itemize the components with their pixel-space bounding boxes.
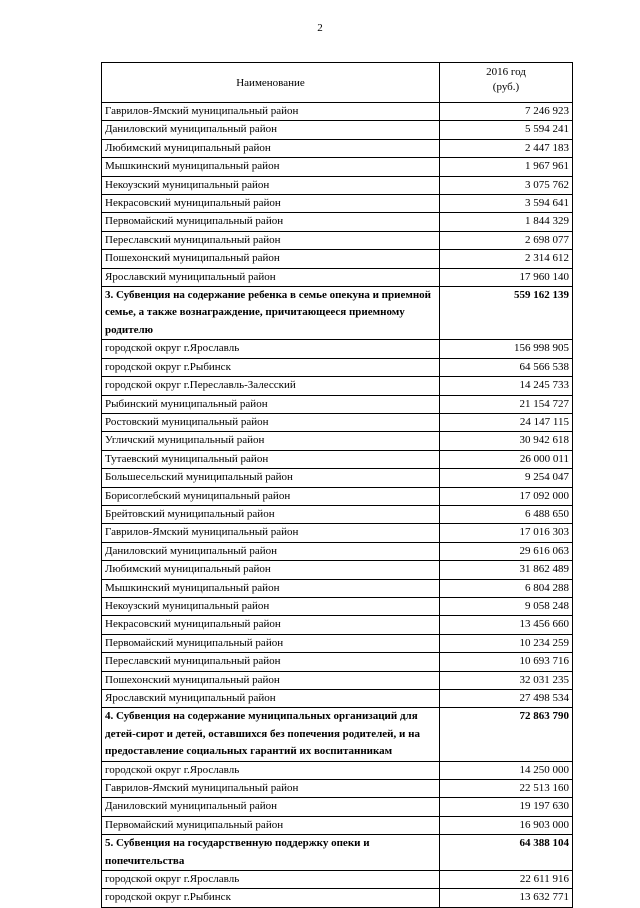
row-name: Некоузский муниципальный район [102,597,440,615]
table-row [102,816,573,834]
row-value: 27 498 534 [440,690,573,708]
row-name: Некоузский муниципальный район [102,176,440,194]
section-total: 559 162 139 [440,287,573,340]
row-value: 13 456 660 [440,616,573,634]
table-row [102,524,573,542]
row-value: 10 693 716 [440,653,573,671]
row-value: 2 698 077 [440,231,573,249]
row-value: 30 942 618 [440,432,573,450]
section-row [102,708,573,761]
row-name: Борисоглебский муниципальный район [102,487,440,505]
row-value: 14 245 733 [440,377,573,395]
row-name: Мышкинский муниципальный район [102,158,440,176]
table-row [102,139,573,157]
row-name: Любимский муниципальный район [102,139,440,157]
row-value: 9 254 047 [440,469,573,487]
row-value: 31 862 489 [440,561,573,579]
row-value: 3 594 641 [440,195,573,213]
column-header-year: 2016 год [486,66,526,78]
row-value: 6 488 650 [440,505,573,523]
row-name: Гаврилов-Ямский муниципальный район [102,524,440,542]
row-value: 22 611 916 [440,871,573,889]
row-value: 13 632 771 [440,889,573,907]
row-name: Некрасовский муниципальный район [102,616,440,634]
table-row [102,377,573,395]
table-row [102,213,573,231]
row-name: Брейтовский муниципальный район [102,505,440,523]
table-row [102,231,573,249]
row-name: Большесельский муниципальный район [102,469,440,487]
row-name: городской округ г.Ярославль [102,871,440,889]
row-value: 14 250 000 [440,761,573,779]
table-row [102,103,573,121]
row-value: 10 234 259 [440,634,573,652]
row-name: Первомайский муниципальный район [102,634,440,652]
row-name: городской округ г.Рыбинск [102,358,440,376]
row-name: городской округ г.Ярославль [102,761,440,779]
table-row [102,761,573,779]
subvention-table [101,62,573,908]
row-value: 1 844 329 [440,213,573,231]
row-value: 19 197 630 [440,798,573,816]
column-header-unit: (руб.) [492,81,520,93]
table-row [102,561,573,579]
row-value: 2 314 612 [440,250,573,268]
row-name: Даниловский муниципальный район [102,121,440,139]
table-row [102,340,573,358]
row-name: Переславский муниципальный район [102,231,440,249]
table-header-row [102,63,573,103]
column-header-name: Наименование [102,63,440,103]
row-name: Гаврилов-Ямский муниципальный район [102,780,440,798]
table-row [102,413,573,431]
row-name: Ярославский муниципальный район [102,268,440,286]
row-name: Некрасовский муниципальный район [102,195,440,213]
table-row [102,195,573,213]
row-value: 24 147 115 [440,413,573,431]
table-row [102,250,573,268]
row-value: 16 903 000 [440,816,573,834]
section-title: 4. Субвенция на содержание муниципальных организаций для детей-сирот и детей, оставшихся без попечения родителей, и на предоставление социальных гарантий их воспитанникам [102,708,440,761]
row-name: Даниловский муниципальный район [102,542,440,560]
row-name: Пошехонский муниципальный район [102,250,440,268]
table-row [102,268,573,286]
table-row [102,780,573,798]
table-row [102,634,573,652]
row-name: Рыбинский муниципальный район [102,395,440,413]
row-value: 156 998 905 [440,340,573,358]
column-header-value [440,63,573,103]
page-number: 2 [317,22,323,34]
row-name: Гаврилов-Ямский муниципальный район [102,103,440,121]
section-row [102,835,573,871]
row-name: Пошехонский муниципальный район [102,671,440,689]
table-row [102,121,573,139]
table-row [102,542,573,560]
row-value: 64 566 538 [440,358,573,376]
row-name: Первомайский муниципальный район [102,213,440,231]
row-name: городской округ г.Переславль-Залесский [102,377,440,395]
row-value: 3 075 762 [440,176,573,194]
table-row [102,487,573,505]
table-row [102,579,573,597]
row-name: Ростовский муниципальный район [102,413,440,431]
section-row [102,287,573,340]
row-value: 6 804 288 [440,579,573,597]
row-name: Первомайский муниципальный район [102,816,440,834]
table-row [102,871,573,889]
table-row [102,798,573,816]
row-name: Даниловский муниципальный район [102,798,440,816]
table-row [102,653,573,671]
table-row [102,597,573,615]
row-value: 1 967 961 [440,158,573,176]
table-row [102,505,573,523]
row-value: 17 960 140 [440,268,573,286]
row-value: 29 616 063 [440,542,573,560]
table-row [102,395,573,413]
row-name: Переславский муниципальный район [102,653,440,671]
row-value: 7 246 923 [440,103,573,121]
row-value: 17 092 000 [440,487,573,505]
section-title: 3. Субвенция на содержание ребенка в семье опекуна и приемной семье, а также вознаграждение, причитающееся приемному родителю [102,287,440,340]
section-title: 5. Субвенция на государственную поддержку опеки и попечительства [102,835,440,871]
row-name: Мышкинский муниципальный район [102,579,440,597]
table-row [102,450,573,468]
table-row [102,158,573,176]
row-value: 9 058 248 [440,597,573,615]
row-name: Ярославский муниципальный район [102,690,440,708]
row-value: 21 154 727 [440,395,573,413]
row-value: 26 000 011 [440,450,573,468]
table-row [102,671,573,689]
row-value: 5 594 241 [440,121,573,139]
row-name: Угличский муниципальный район [102,432,440,450]
section-total: 72 863 790 [440,708,573,761]
row-value: 22 513 160 [440,780,573,798]
table-row [102,176,573,194]
row-value: 2 447 183 [440,139,573,157]
table-row [102,616,573,634]
section-total: 64 388 104 [440,835,573,871]
row-name: Любимский муниципальный район [102,561,440,579]
table-row [102,358,573,376]
row-name: Тутаевский муниципальный район [102,450,440,468]
table-row [102,432,573,450]
row-name: городской округ г.Ярославль [102,340,440,358]
table-row [102,690,573,708]
row-value: 32 031 235 [440,671,573,689]
row-name: городской округ г.Рыбинск [102,889,440,907]
row-value: 17 016 303 [440,524,573,542]
table-row [102,469,573,487]
